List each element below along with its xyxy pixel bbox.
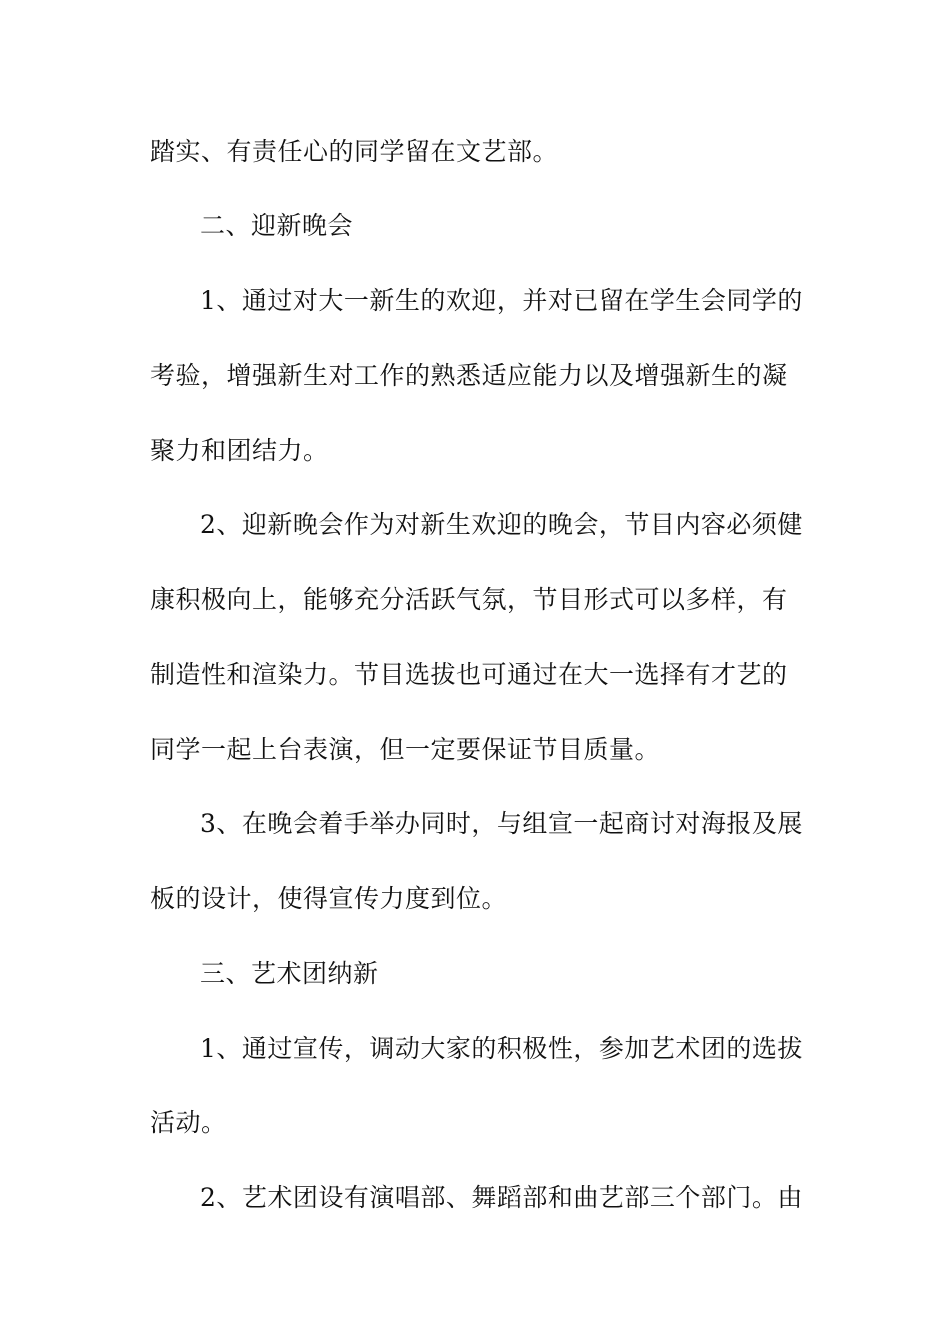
body-text-line: 1、通过宣传，调动大家的积极性，参加艺术团的选拔 (200, 1034, 803, 1063)
body-text-line: 1、通过对大一新生的欢迎，并对已留在学生会同学的 (200, 286, 803, 315)
body-text-line: 同学一起上台表演，但一定要保证节目质量。 (150, 735, 661, 764)
body-text-line: 板的设计，使得宣传力度到位。 (150, 884, 508, 913)
section-heading: 三、艺术团纳新 (200, 959, 379, 988)
section-heading: 二、迎新晚会 (200, 211, 354, 240)
body-text-line: 3、在晚会着手举办同时，与组宣一起商讨对海报及展 (200, 809, 803, 838)
body-text-line: 康积极向上，能够充分活跃气氛，节目形式可以多样，有 (150, 585, 788, 614)
body-text-line: 踏实、有责任心的同学留在文艺部。 (150, 137, 559, 166)
body-text-line: 2、艺术团设有演唱部、舞蹈部和曲艺部三个部门。由 (200, 1183, 803, 1212)
body-text-line: 制造性和渲染力。节目选拔也可通过在大一选择有才艺的 (150, 660, 788, 689)
body-text-line: 活动。 (150, 1108, 227, 1137)
body-text-line: 聚力和团结力。 (150, 436, 329, 465)
body-text-line: 2、迎新晚会作为对新生欢迎的晚会，节目内容必须健 (200, 510, 803, 539)
body-text-line: 考验，增强新生对工作的熟悉适应能力以及增强新生的凝 (150, 361, 788, 390)
